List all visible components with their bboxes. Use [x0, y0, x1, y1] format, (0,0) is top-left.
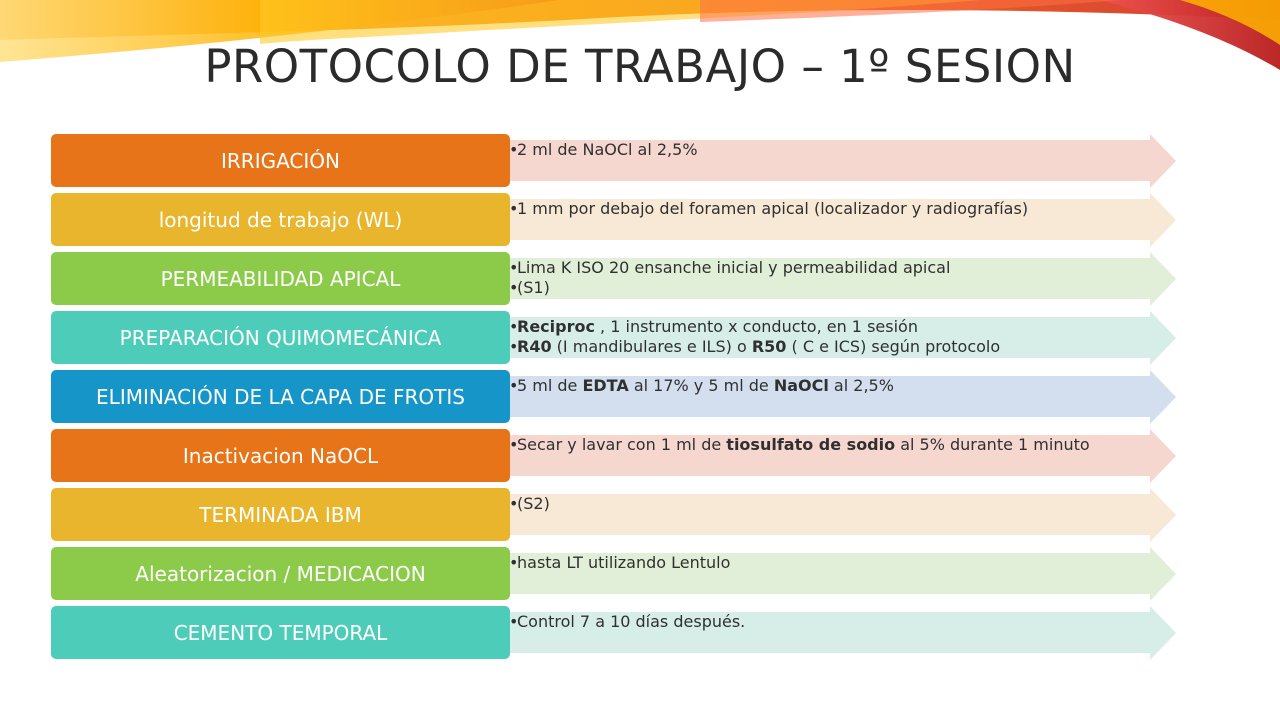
detail-item	[509, 258, 1189, 278]
protocol-row	[0, 134, 1280, 194]
detail-text: 2 ml de NaOCl al 2,5%	[517, 140, 698, 159]
detail-text: Control 7 a 10 días después.	[517, 612, 746, 631]
detail-item	[509, 435, 1189, 455]
detail-bold-text: R50	[751, 337, 787, 356]
protocol-row	[0, 547, 1280, 607]
detail-text: , 1 instrumento x conducto, en 1 sesión	[594, 317, 918, 336]
step-label: IRRIGACIÓN	[51, 134, 510, 187]
detail-item	[509, 553, 1189, 573]
step-details	[509, 140, 1189, 160]
detail-bold-text: R40	[517, 337, 552, 356]
step-details	[509, 258, 1189, 298]
protocol-row	[0, 606, 1280, 666]
detail-text: 5 ml de	[517, 376, 583, 395]
step-details	[509, 494, 1189, 514]
step-details	[509, 553, 1189, 573]
step-details	[509, 376, 1189, 396]
detail-bold-text: EDTA	[582, 376, 629, 395]
detail-text: al 5% durante 1 minuto	[895, 435, 1090, 454]
detail-item	[509, 140, 1189, 160]
step-details	[509, 317, 1189, 357]
protocol-row	[0, 488, 1280, 548]
detail-text: (S1)	[517, 278, 550, 297]
detail-text: Lima K ISO 20 ensanche inicial y permeabilidad apical	[517, 258, 951, 277]
detail-bold-text: Reciproc	[517, 317, 595, 336]
detail-item	[509, 612, 1189, 632]
detail-text: hasta LT utilizando Lentulo	[517, 553, 731, 572]
protocol-row	[0, 370, 1280, 430]
detail-text: (I mandibulares e ILS) o	[551, 337, 752, 356]
detail-item	[509, 199, 1189, 219]
detail-text: ( C e ICS) según protocolo	[786, 337, 1001, 356]
protocol-row	[0, 193, 1280, 253]
step-label: longitud de trabajo (WL)	[51, 193, 510, 246]
detail-text: Secar y lavar con 1 ml de	[517, 435, 727, 454]
detail-item	[509, 494, 1189, 514]
step-label: ELIMINACIÓN DE LA CAPA DE FROTIS	[51, 370, 510, 423]
step-label: PREPARACIÓN QUIMOMECÁNICA	[51, 311, 510, 364]
page-title: PROTOCOLO DE TRABAJO – 1º SESION	[204, 40, 1076, 93]
protocol-row	[0, 252, 1280, 312]
detail-item	[509, 317, 1189, 337]
step-label: CEMENTO TEMPORAL	[51, 606, 510, 659]
step-details	[509, 199, 1189, 219]
detail-bold-text: tiosulfato de sodio	[726, 435, 896, 454]
detail-text: al 17% y 5 ml de	[628, 376, 774, 395]
step-label: Aleatorizacion / MEDICACION	[51, 547, 510, 600]
detail-text: 1 mm por debajo del foramen apical (localizador y radiografías)	[517, 199, 1029, 218]
detail-text: al 2,5%	[828, 376, 894, 395]
detail-bold-text: NaOCl	[773, 376, 829, 395]
detail-item	[509, 278, 1189, 298]
step-label: PERMEABILIDAD APICAL	[51, 252, 510, 305]
step-label: TERMINADA IBM	[51, 488, 510, 541]
step-details	[509, 435, 1189, 455]
detail-item	[509, 337, 1189, 357]
detail-text: (S2)	[517, 494, 550, 513]
step-details	[509, 612, 1189, 632]
detail-item	[509, 376, 1189, 396]
protocol-row	[0, 429, 1280, 489]
protocol-row	[0, 311, 1280, 371]
step-label: Inactivacion NaOCL	[51, 429, 510, 482]
